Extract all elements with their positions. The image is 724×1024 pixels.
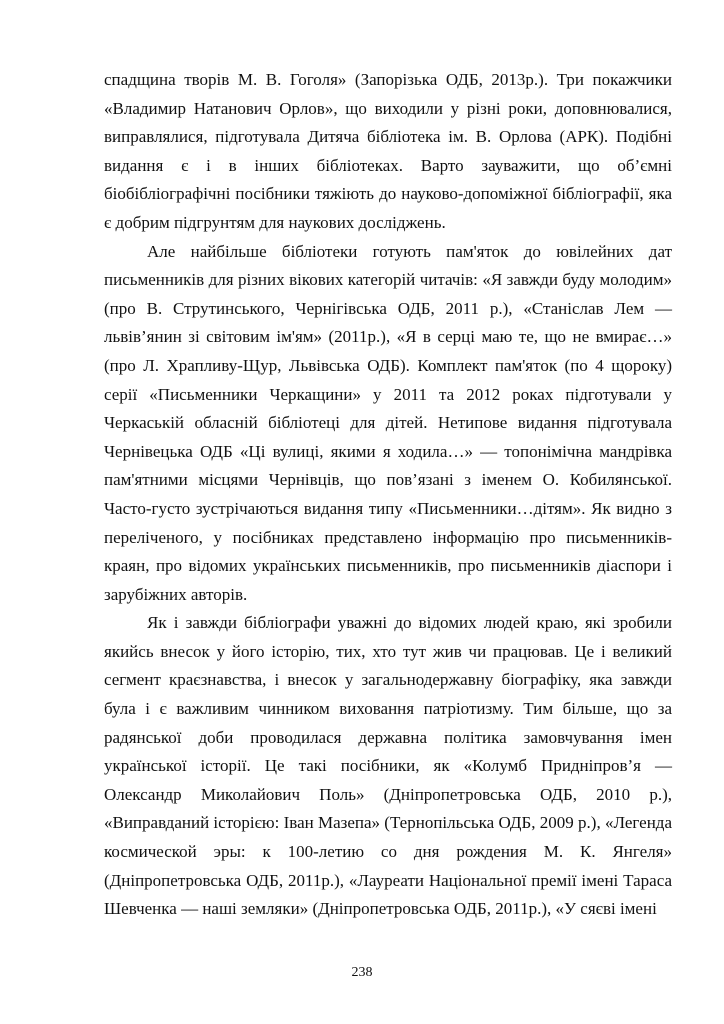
body-text — [104, 66, 672, 924]
paragraph-3: Як і завжди бібліографи уважні до відомих людей краю, які зробили якийсь внесок у його історію, тих, хто тут жив чи працював. Це і великий сегмент краєзнавства, і внесок у загальнодержавну біографіку, яка завжди була і є важливим чинником виховання патріотизму. Тим більше, що за радянської доби проводилася державна політика замовчування імен української історії. Це такі посібники, як «Колумб Придніпров’я — Олександр Миколайович Поль» (Дніпропетровська ОДБ, 2010 р.), «Виправданий історією: Іван Мазепа» (Тернопільська ОДБ, 2009 р.), «Легенда космической эры: к 100-летию со дня рождения М. К. Янгеля» (Дніпропетровська ОДБ, 2011р.), «Лауреати Національної премії імені Тараса Шевченка — наші земляки» (Дніпропетровська ОДБ, 2011р.), «У сяєві імені — [104, 613, 672, 919]
paragraph-2: Але найбільше бібліотеки готують пам'яток до ювілейних дат письменників для різних вікових категорій читачів: «Я завжди буду молодим» (про В. Струтинського, Чернігівська ОДБ, 2011 р.), «Станіслав Лем — львів’янин зі світовим ім'ям» (2011р.), «Я в серці маю те, що не вмирає…» (про Л. Храпливу-Щур, Львівська ОДБ). Комплект пам'яток (по 4 щороку) серії «Письменники Черкащини» у 2011 та 2012 роках підготували у Черкаській обласній бібліотеці для дітей. Нетипове видання підготувала Чернівецька ОДБ «Ці вулиці, якими я ходила…» — топонімічна мандрівка пам'ятними місцями Чернівців, що пов’язані з іменем О. Кобилянської. Часто-густо зустрічаються видання типу «Письменники…дітям». Як видно з переліченого, у посібниках представлено інформацію про письменників-краян, про відомих українських письменників, про письменників діаспори і зарубіжних авторів. — [104, 241, 672, 604]
paragraph-1: спадщина творів М. В. Гоголя» (Запорізька ОДБ, 2013р.). Три покажчики «Владимир Натанович Орлов», що виходили у різні роки, доповнювалися, виправлялися, підготувала Дитяча бібліотека ім. В. Орлова (АРК). Подібні видання є і в інших бібліотеках. Варто зауважити, що об’ємні біобібліографічні посібники тяжіють до науково-допоміжної бібліографії, яка є добрим підгрунтям для наукових досліджень. — [104, 70, 672, 232]
page-number: 238 — [351, 965, 373, 980]
